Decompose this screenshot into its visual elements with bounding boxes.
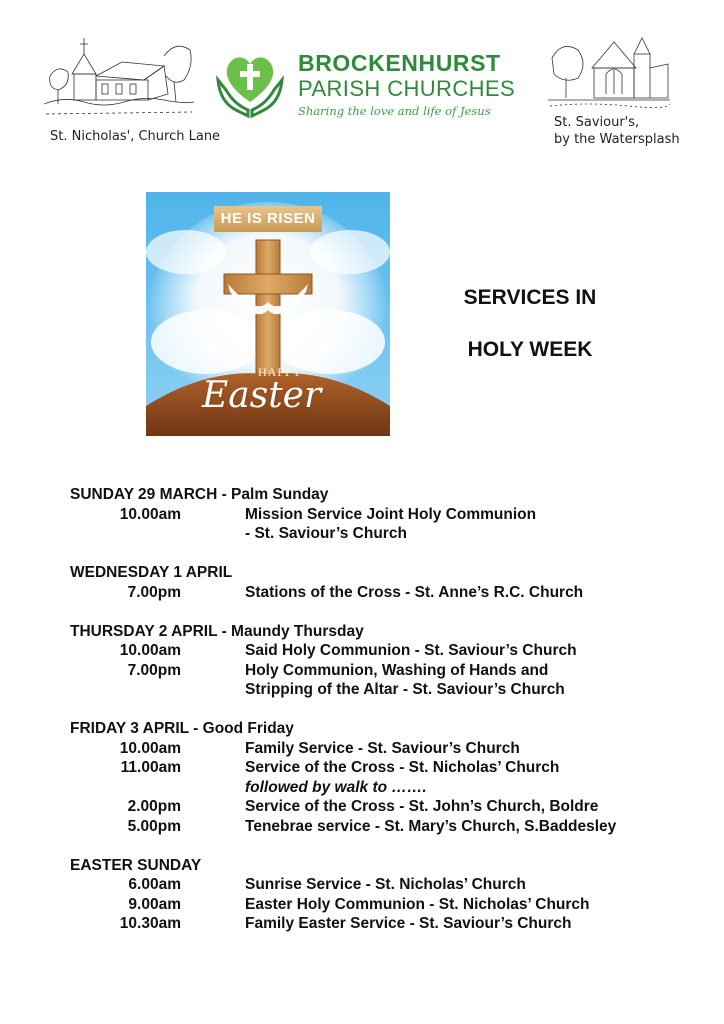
right-church-caption <box>554 114 680 148</box>
service-description <box>245 914 572 934</box>
service-row <box>70 895 710 915</box>
service-row <box>70 505 710 544</box>
day-section <box>70 485 710 544</box>
service-description-line: Said Holy Communion - St. Saviour’s Church <box>245 642 577 659</box>
service-row <box>70 914 710 934</box>
day-heading: FRIDAY 3 APRIL - Good Friday <box>70 720 294 737</box>
logo-subtitle: PARISH CHURCHES <box>298 76 516 101</box>
day-section <box>70 856 710 934</box>
service-row <box>70 797 710 817</box>
day-heading: SUNDAY 29 MARCH - Palm Sunday <box>70 486 329 503</box>
day-heading: WEDNESDAY 1 APRIL <box>70 564 233 581</box>
service-time: 11.00am <box>120 759 181 776</box>
service-time: 10.00am <box>119 739 181 757</box>
service-description-line: Service of the Cross - St. Nicholas’ Church <box>245 759 560 776</box>
st-nicholas-church-sketch <box>44 36 194 124</box>
service-time: 10.30am <box>119 915 181 932</box>
service-time: 9.00am <box>128 895 181 913</box>
service-time: 7.00pm <box>127 661 181 679</box>
service-row <box>70 583 710 603</box>
service-time: 7.00pm <box>127 583 181 601</box>
services-title-line2: HOLY WEEK <box>467 338 593 361</box>
service-description <box>245 895 590 915</box>
service-description-line: Stations of the Cross - St. Anne’s R.C. Church <box>245 583 584 601</box>
service-time: 5.00pm <box>127 817 181 835</box>
right-caption-line1: St. Saviour's, <box>554 115 640 130</box>
happy-text: HAPPY <box>258 365 303 379</box>
day-heading: THURSDAY 2 APRIL - Maundy Thursday <box>70 622 364 640</box>
service-time: 6.00am <box>128 876 181 893</box>
service-time: 2.00pm <box>127 798 181 815</box>
service-description-line: Family Service - St. Saviour’s Church <box>245 739 520 757</box>
service-description-line: Sunrise Service - St. Nicholas’ Church <box>245 876 526 893</box>
services-title-line1: SERVICES IN <box>463 286 597 309</box>
day-section <box>70 719 710 836</box>
service-row <box>70 661 710 700</box>
service-description-line: Stripping of the Altar - St. Saviour’s Church <box>245 681 565 698</box>
service-row <box>70 817 710 837</box>
service-description-line: Tenebrae service - St. Mary’s Church, S.Baddesley <box>245 817 617 835</box>
service-row <box>70 758 710 797</box>
service-description <box>245 641 577 661</box>
service-description-line: Easter Holy Communion - St. Nicholas’ Church <box>245 895 590 913</box>
logo-title: BROCKENHURST <box>298 50 501 76</box>
easter-poster-image <box>146 192 390 436</box>
service-description <box>245 797 598 817</box>
day-heading: EASTER SUNDAY <box>70 856 202 874</box>
service-description <box>245 817 616 837</box>
service-description-line: Holy Communion, Washing of Hands and <box>245 661 549 679</box>
left-church-caption: St. Nicholas', Church Lane <box>50 129 221 144</box>
service-time: 10.00am <box>119 642 181 659</box>
service-description <box>245 739 520 759</box>
heart-cross-hands-icon <box>212 46 288 122</box>
service-description <box>245 661 565 700</box>
service-description-line: Service of the Cross - St. John’s Church, Boldre <box>245 798 599 815</box>
service-note: followed by walk to ……. <box>245 778 427 796</box>
service-row <box>70 739 710 759</box>
logo-tagline: Sharing the love and life of Jesus <box>298 104 491 118</box>
service-description-line: - St. Saviour’s Church <box>245 525 407 542</box>
holy-week-schedule <box>70 485 710 953</box>
service-row <box>70 875 710 895</box>
day-section <box>70 622 710 700</box>
easter-script-text: Easter <box>202 375 322 416</box>
he-is-risen-banner: HE IS RISEN <box>214 206 322 232</box>
service-description <box>245 505 536 544</box>
service-description <box>245 583 583 603</box>
day-section <box>70 563 710 602</box>
service-description-line: Mission Service Joint Holy Communion <box>245 505 537 523</box>
right-caption-line2: by the Watersplash <box>554 132 680 147</box>
service-description-line: Family Easter Service - St. Saviour’s Church <box>245 915 572 932</box>
service-row <box>70 641 710 661</box>
st-saviours-church-sketch <box>548 28 670 108</box>
service-description <box>245 875 526 895</box>
brockenhurst-logo <box>212 44 518 126</box>
service-time: 10.00am <box>119 505 181 523</box>
service-description <box>245 758 559 797</box>
